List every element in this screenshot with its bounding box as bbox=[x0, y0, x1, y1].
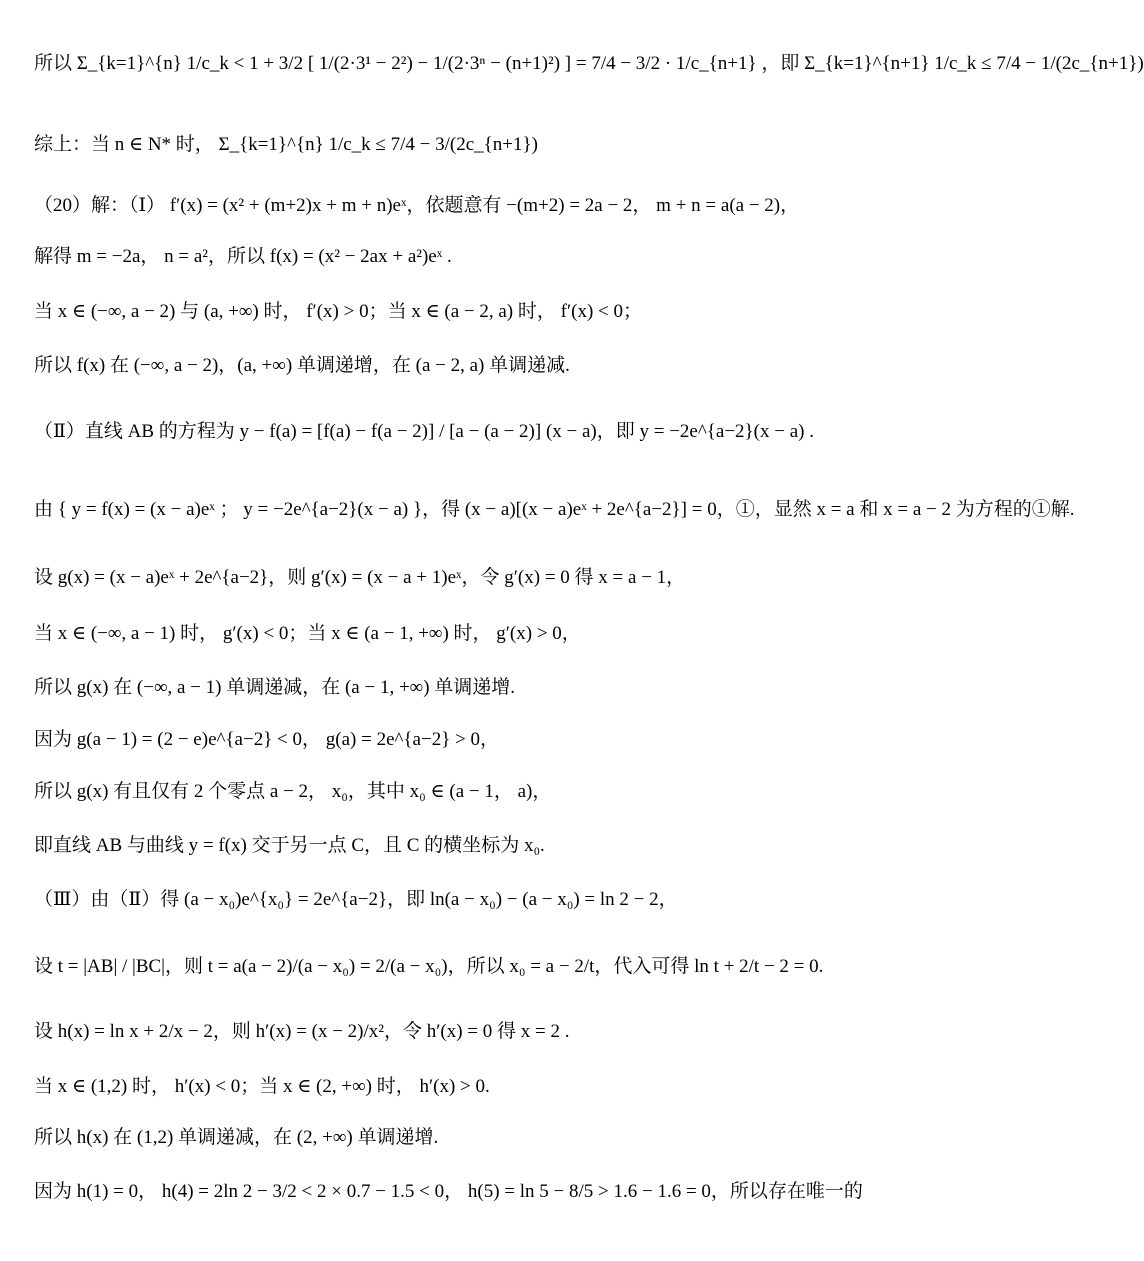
text-line-10: 当 x ∈ (−∞, a − 1) 时， g′(x) < 0；当 x ∈ (a − 1, +∞) 时， g′(x) > 0， bbox=[34, 623, 581, 644]
text-line-8: 由 { y = f(x) = (x − a)eˣ ； y = −2e^{a−2}(x − a) }，得 (x − a)[(x − a)eˣ + 2e^{a−2}] = 0，①，显然 x = a 和 x = a − 2 为方程的①解. bbox=[34, 499, 1075, 520]
text-line-5: 当 x ∈ (−∞, a − 2) 与 (a, +∞) 时， f′(x) > 0；当 x ∈ (a − 2, a) 时， f′(x) < 0； bbox=[34, 301, 642, 322]
text-line-16: 设 t = |AB| / |BC|，则 t = a(a − 2)/(a − x₀) = 2/(a − x₀)，所以 x₀ = a − 2/t，代入可得 ln t + 2/t − 2 = 0. bbox=[34, 956, 824, 977]
text-line-19: 所以 h(x) 在 (1,2) 单调递减，在 (2, +∞) 单调递增. bbox=[34, 1127, 439, 1148]
text-line-6: 所以 f(x) 在 (−∞, a − 2)，(a, +∞) 单调递增，在 (a − 2, a) 单调递减. bbox=[34, 355, 570, 376]
text-line-15: （Ⅲ）由（Ⅱ）得 (a − x₀)e^{x₀} = 2e^{a−2}，即 ln(a − x₀) − (a − x₀) = ln 2 − 2， bbox=[34, 889, 678, 910]
text-line-7: （Ⅱ）直线 AB 的方程为 y − f(a) = [f(a) − f(a − 2)] / [a − (a − 2)] (x − a)，即 y = −2e^{a−2}(x − a) . bbox=[34, 421, 814, 442]
text-line-13: 所以 g(x) 有且仅有 2 个零点 a − 2， x₀，其中 x₀ ∈ (a − 1， a)， bbox=[34, 781, 552, 802]
text-line-11: 所以 g(x) 在 (−∞, a − 1) 单调递减，在 (a − 1, +∞) 单调递增. bbox=[34, 677, 516, 698]
text-line-4: 解得 m = −2a， n = a²，所以 f(x) = (x² − 2ax + a²)eˣ . bbox=[34, 246, 452, 267]
text-line-12: 因为 g(a − 1) = (2 − e)e^{a−2} < 0， g(a) = 2e^{a−2} > 0， bbox=[34, 729, 500, 750]
text-line-1: 所以 Σ_{k=1}^{n} 1/c_k < 1 + 3/2 [ 1/(2·3¹ − 2²) − 1/(2·3ⁿ − (n+1)²) ] = 7/4 − 3/2 · 1/c_{n+1} ，即 Σ_{k=1}^{n+1} 1/c_k ≤ 7/4 − 1/(2c_{n+1}) bbox=[34, 53, 1144, 74]
text-line-17: 设 h(x) = ln x + 2/x − 2，则 h′(x) = (x − 2)/x²，令 h′(x) = 0 得 x = 2 . bbox=[34, 1021, 570, 1042]
text-line-3: （20）解：（Ⅰ） f′(x) = (x² + (m+2)x + m + n)eˣ，依题意有 −(m+2) = 2a − 2， m + n = a(a − 2)， bbox=[34, 195, 800, 216]
text-line-18: 当 x ∈ (1,2) 时， h′(x) < 0；当 x ∈ (2, +∞) 时， h′(x) > 0. bbox=[34, 1076, 490, 1097]
text-line-9: 设 g(x) = (x − a)eˣ + 2e^{a−2}，则 g′(x) = (x − a + 1)eˣ，令 g′(x) = 0 得 x = a − 1， bbox=[34, 567, 686, 588]
text-line-2: 综上：当 n ∈ N* 时， Σ_{k=1}^{n} 1/c_k ≤ 7/4 − 3/(2c_{n+1}) bbox=[34, 134, 538, 155]
text-line-14: 即直线 AB 与曲线 y = f(x) 交于另一点 C，且 C 的横坐标为 x₀. bbox=[34, 835, 545, 856]
text-line-20: 因为 h(1) = 0， h(4) = 2ln 2 − 3/2 < 2 × 0.7 − 1.5 < 0， h(5) = ln 5 − 8/5 > 1.6 − 1.6 = 0，所以存在唯一的 bbox=[34, 1181, 863, 1202]
